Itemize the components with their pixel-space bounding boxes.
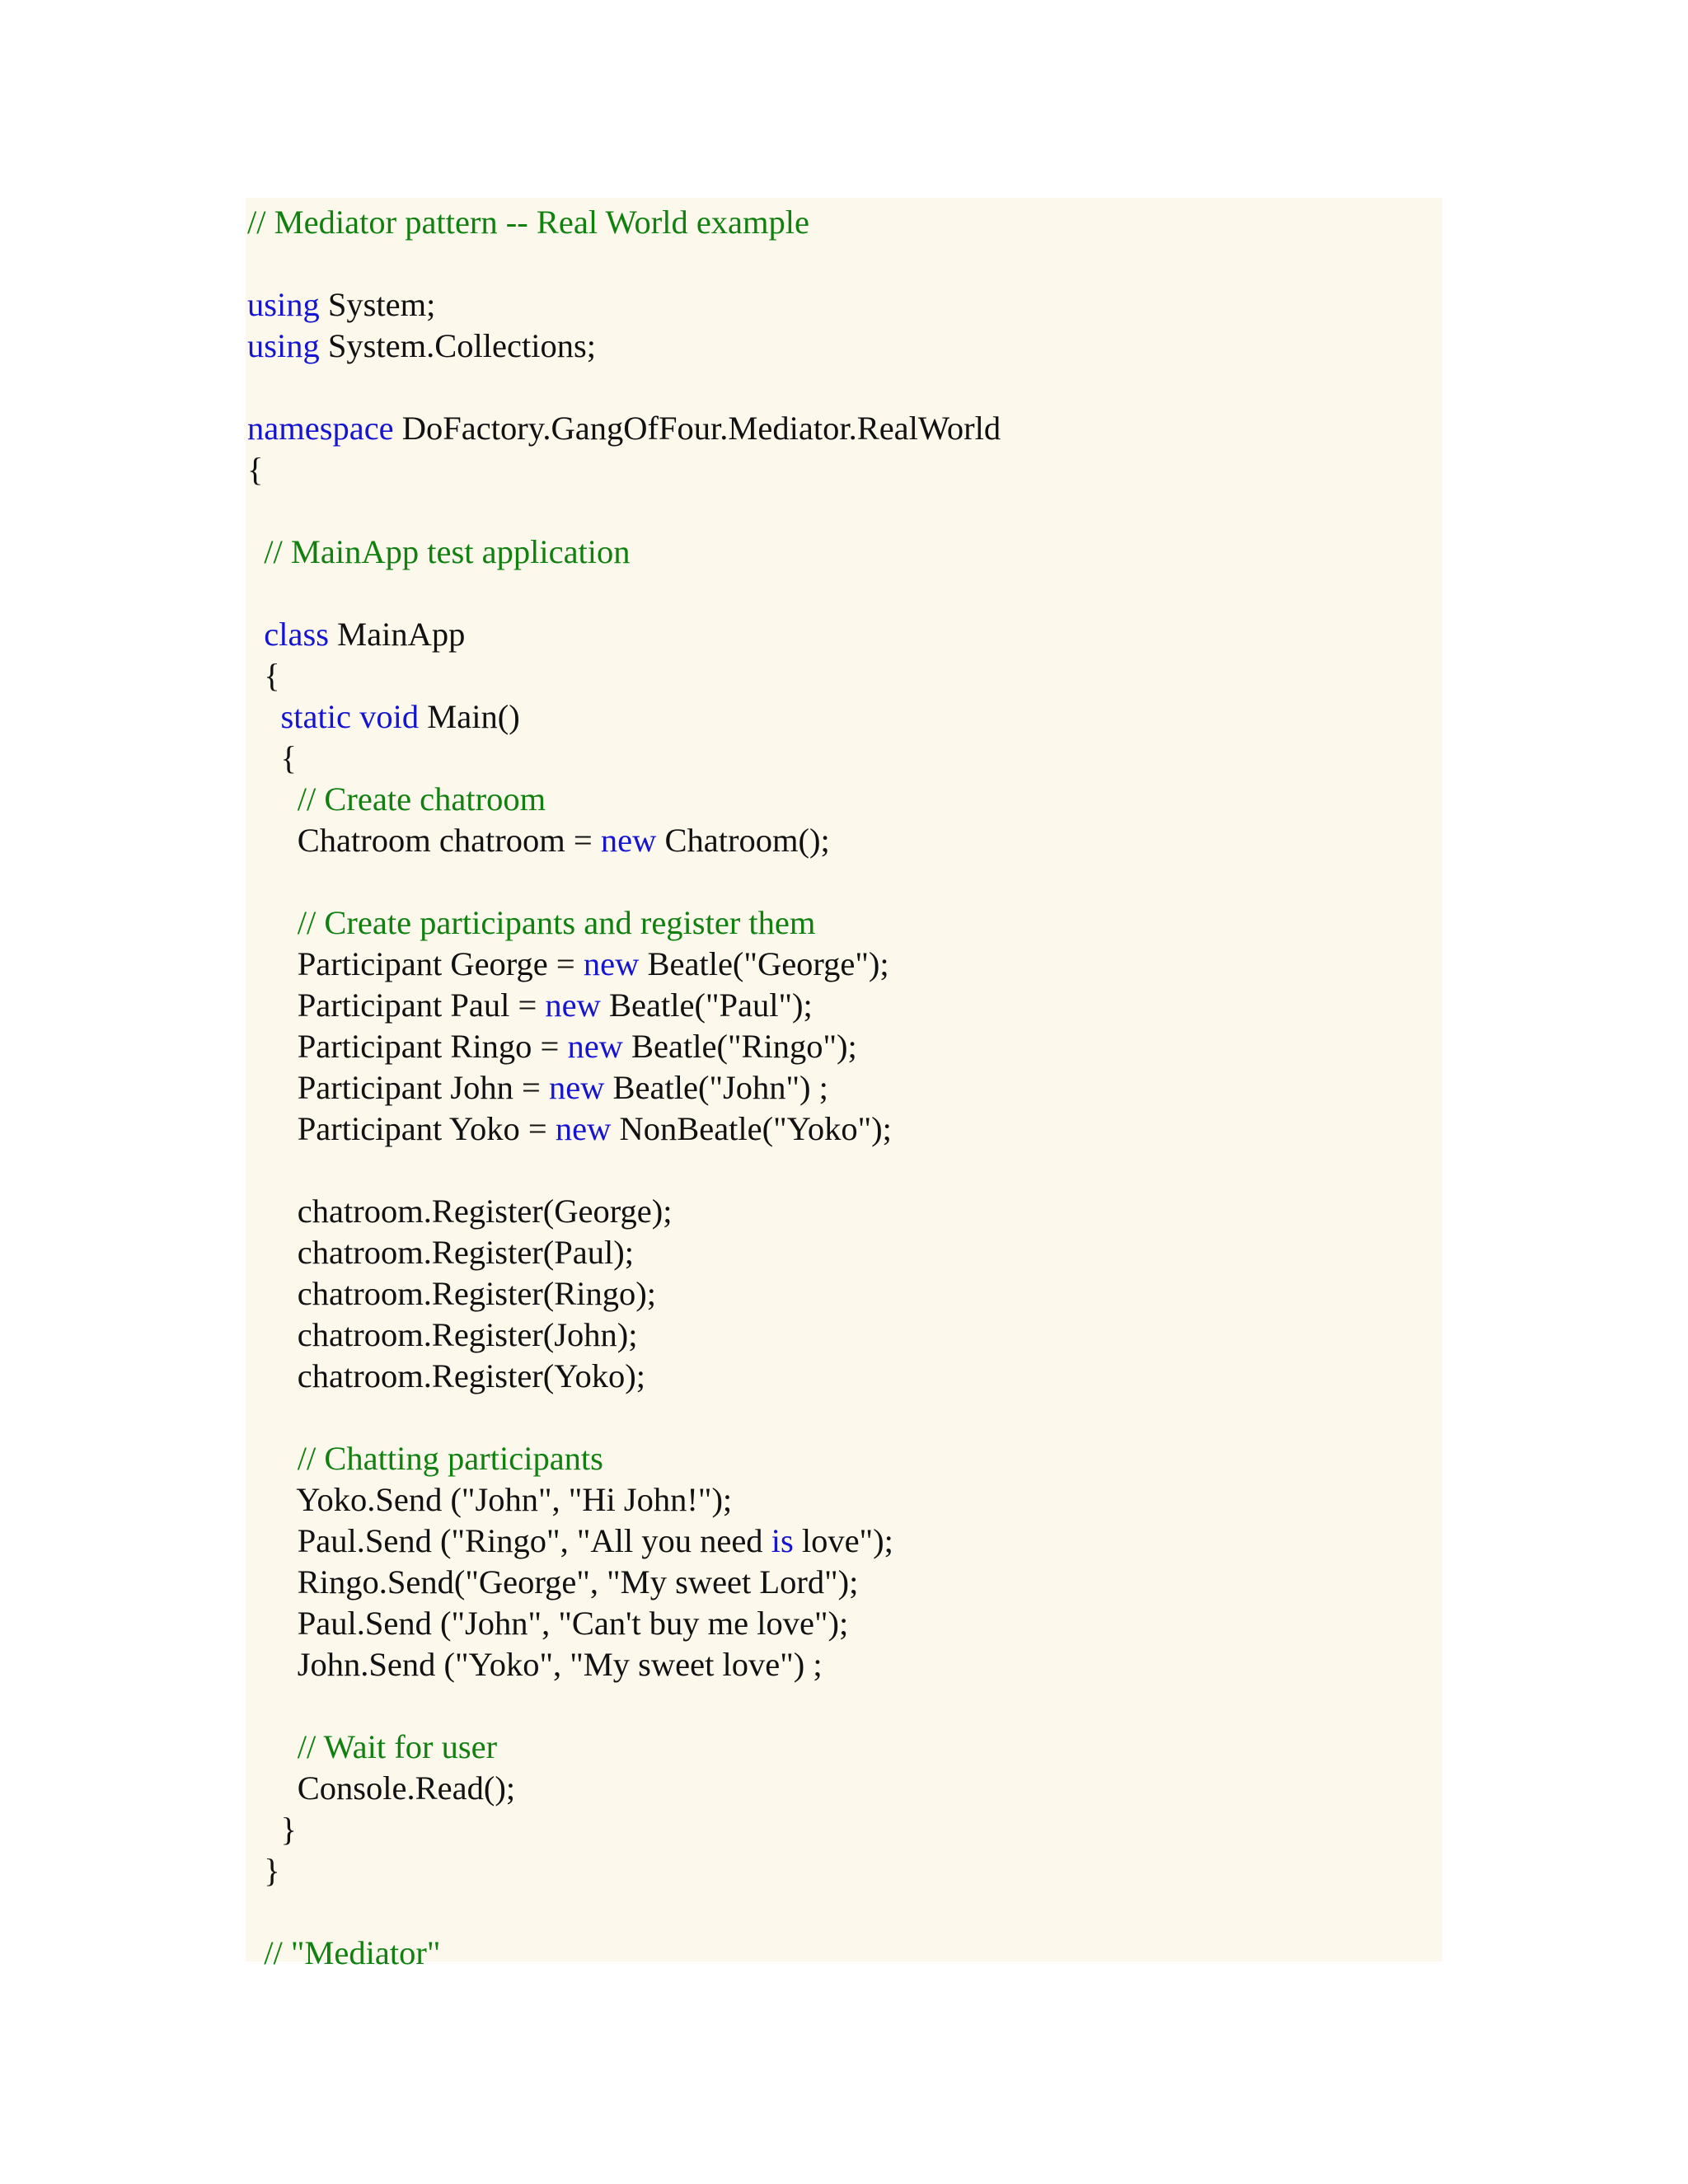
code-token-plain: Chatroom chatroom =: [247, 822, 601, 859]
code-token-keyword: using: [247, 286, 320, 323]
code-token-plain: System.Collections;: [319, 327, 597, 364]
code-line: [247, 1479, 1001, 1521]
code-token-keyword: namespace: [247, 410, 394, 447]
code-token-keyword: new: [555, 1110, 612, 1147]
code-token-plain: Beatle("John") ;: [604, 1069, 828, 1106]
code-line: [247, 1727, 1001, 1768]
code-token-plain: Participant George =: [247, 945, 584, 982]
code-token-plain: Participant Paul =: [247, 987, 546, 1024]
code-line: [247, 1191, 1001, 1232]
blank-line: [247, 1150, 1001, 1191]
code-line: [247, 820, 1001, 861]
code-listing: [247, 202, 1001, 1974]
code-token-plain: System;: [319, 286, 436, 323]
code-token-keyword: new: [567, 1028, 623, 1065]
code-token-plain: Paul.Send ("Ringo", "All you need: [247, 1522, 771, 1559]
code-line: [247, 696, 1001, 738]
code-line: [247, 449, 1001, 490]
code-line: [247, 1850, 1001, 1891]
code-line: [247, 655, 1001, 696]
code-token-keyword: using: [247, 327, 320, 364]
code-line: [247, 1108, 1001, 1150]
code-line: [247, 326, 1001, 367]
code-token-plain: {: [247, 657, 280, 694]
code-token-plain: Chatroom();: [656, 822, 830, 859]
code-token-comment: // Chatting participants: [247, 1440, 603, 1477]
code-line: [247, 614, 1001, 655]
code-token-plain: NonBeatle("Yoko");: [611, 1110, 892, 1147]
blank-line: [247, 490, 1001, 532]
code-token-plain: chatroom.Register(Paul);: [247, 1234, 635, 1271]
code-line: [247, 1315, 1001, 1356]
code-token-plain: Participant John =: [247, 1069, 549, 1106]
code-line: [247, 902, 1001, 944]
code-line: [247, 779, 1001, 820]
code-token-plain: Participant Yoko =: [247, 1110, 556, 1147]
code-token-plain: Beatle("George");: [639, 945, 889, 982]
code-token-plain: Participant Ringo =: [247, 1028, 568, 1065]
code-token-keyword: new: [545, 987, 601, 1024]
blank-line: [247, 367, 1001, 408]
code-token-keyword: new: [583, 945, 640, 982]
code-line: [247, 284, 1001, 326]
code-token-plain: Paul.Send ("John", "Can't buy me love");: [247, 1605, 849, 1642]
code-token-plain: Ringo.Send("George", "My sweet Lord");: [247, 1563, 859, 1601]
code-token-plain: chatroom.Register(John);: [247, 1316, 638, 1353]
code-line: [247, 1644, 1001, 1685]
code-token-plain: MainApp: [328, 616, 466, 653]
code-token-plain: Console.Read();: [247, 1769, 516, 1807]
code-line: [247, 1232, 1001, 1273]
code-token-plain: chatroom.Register(Yoko);: [247, 1357, 645, 1394]
code-line: [247, 1809, 1001, 1850]
code-token-comment: // "Mediator": [247, 1934, 441, 1971]
code-token-comment: // Wait for user: [247, 1728, 498, 1765]
code-token-keyword: new: [600, 822, 657, 859]
code-token-plain: }: [247, 1852, 280, 1889]
code-line: [247, 1768, 1001, 1809]
code-token-comment: // MainApp test application: [247, 533, 631, 570]
code-token-plain: John.Send ("Yoko", "My sweet love") ;: [247, 1646, 823, 1683]
code-line: [247, 408, 1001, 449]
code-token-plain: Main(): [419, 698, 520, 735]
code-token-keyword: class: [264, 616, 329, 653]
code-line: [247, 1933, 1001, 1974]
code-token-plain: Yoko.Send ("John", "Hi John!");: [247, 1481, 733, 1518]
code-line: [247, 1273, 1001, 1315]
code-line: [247, 985, 1001, 1026]
code-line: [247, 944, 1001, 985]
code-token-plain: Beatle("Ringo");: [622, 1028, 857, 1065]
code-line: [247, 738, 1001, 779]
code-line: [247, 532, 1001, 573]
code-token-keyword: new: [548, 1069, 605, 1106]
blank-line: [247, 1685, 1001, 1727]
code-token-plain: chatroom.Register(George);: [247, 1193, 673, 1230]
code-line: [247, 202, 1001, 243]
blank-line: [247, 1891, 1001, 1933]
code-token-plain: [247, 616, 264, 653]
code-line: [247, 1562, 1001, 1603]
code-token-comment: // Mediator pattern -- Real World example: [247, 204, 810, 241]
code-token-keyword: static void: [280, 698, 420, 735]
code-line: [247, 1603, 1001, 1644]
code-token-plain: {: [247, 451, 264, 488]
code-token-comment: // Create chatroom: [247, 780, 546, 818]
code-token-keyword: is: [771, 1522, 794, 1559]
blank-line: [247, 861, 1001, 902]
code-line: [247, 1521, 1001, 1562]
code-token-plain: chatroom.Register(Ringo);: [247, 1275, 657, 1312]
blank-line: [247, 573, 1001, 614]
code-token-plain: {: [247, 739, 297, 776]
blank-line: [247, 1397, 1001, 1438]
code-line: [247, 1438, 1001, 1479]
code-line: [247, 1067, 1001, 1108]
code-token-plain: [247, 698, 281, 735]
code-line: [247, 1356, 1001, 1397]
code-token-plain: love");: [793, 1522, 893, 1559]
code-token-plain: Beatle("Paul");: [600, 987, 813, 1024]
blank-line: [247, 243, 1001, 284]
code-token-comment: // Create participants and register them: [247, 904, 816, 941]
code-token-plain: DoFactory.GangOfFour.Mediator.RealWorld: [393, 410, 1001, 447]
code-token-plain: }: [247, 1811, 297, 1848]
code-line: [247, 1026, 1001, 1067]
